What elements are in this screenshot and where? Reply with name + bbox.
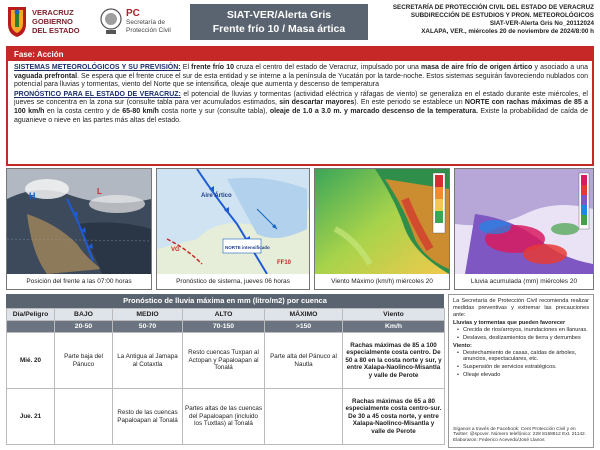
row-viento: Rachas máximas de 85 a 100 especialmente costa centro. De 50 a 80 en la costa norte y sur, y entre Xalapa-Naolinco-Misantla y valle de Perote [343, 333, 445, 389]
list-item: • Crecida de ríos/arroyos, inundaciones en llanuras. [457, 327, 589, 334]
max-wind-caption: Viento Máximo (km/h) miércoles 20 [315, 274, 449, 289]
row-medio: Resto de las cuencas Papaloapan al Tonalá [113, 389, 183, 445]
p2-b4: oleaje de 1.0 a 3.0 m. y marcado descenso de la temperatura. [269, 107, 478, 115]
p1-t1: El [180, 64, 192, 71]
forecast-panel [6, 46, 594, 166]
recommendations-panel [448, 294, 594, 448]
state-forecast-paragraph [14, 91, 588, 125]
veracruz-line3: DEL ESTADO [32, 26, 80, 35]
front-position-map [6, 168, 152, 290]
pc-line3: Protección Civil [126, 27, 171, 34]
list-item: • Suspensión de servicios estratégicos. [457, 364, 589, 371]
alert-title-line2: Frente frío 10 / Masa ártica [212, 23, 346, 35]
systems-heading: SISTEMAS METEOROLÓGICOS Y SU PREVISIÓN: [14, 64, 181, 71]
col-header-alto: ALTO [183, 309, 265, 321]
sub-header-bajo: 20-50 [55, 321, 113, 333]
table-header-row [7, 309, 445, 321]
pc-logo-text [126, 8, 171, 35]
sub-header-maximo: >150 [265, 321, 343, 333]
state-forecast-heading: PRONÓSTICO PARA EL ESTADO DE VERACRUZ: [14, 90, 181, 98]
map2-label-ff: FF10 [277, 260, 292, 266]
row-medio: La Antigua al Jamapa al Cotaxtla [113, 333, 183, 389]
row-day: Mié. 20 [7, 333, 55, 389]
satellite-image [7, 169, 151, 274]
p1-t3: y asociado a una [532, 64, 589, 71]
agency-info-line1: SECRETARÍA DE PROTECCIÓN CIVIL DEL ESTADO DE VERACRUZ [392, 4, 594, 11]
agency-info-line2: SUBDIRECCIÓN DE ESTUDIOS Y PRON. METEOROLÓGICOS [410, 12, 594, 19]
p2-b3: 65-80 km/h [122, 107, 159, 115]
rain-section-title: Lluvias y tormentas que pueden favorecer [453, 320, 566, 327]
system-forecast-caption: Pronóstico de sisterna, jueves 06 horas [157, 274, 309, 289]
wind-section-title: Viento: [453, 342, 472, 349]
veracruz-line2: GOBIERNO [32, 17, 73, 26]
col-header-bajo: BAJO [55, 309, 113, 321]
p1-b2: masa de aire frío de origen ártico [421, 64, 533, 71]
sub-header-day [7, 321, 55, 333]
table-row [7, 333, 445, 389]
sub-header-viento: Km/h [343, 321, 445, 333]
p2-t2: ). En este periodo se establece un [354, 99, 465, 107]
agency-info-line4: XALAPA, VER., miércoles 20 de noviembre de 2024/8:00 h [421, 28, 594, 35]
pc-logo [100, 4, 176, 40]
table-subheader-row [7, 321, 445, 333]
p2-b1: sin descartar mayores [279, 99, 355, 107]
system-forecast-map [156, 168, 310, 290]
row-maximo [265, 389, 343, 445]
veracruz-logo [6, 4, 94, 40]
p2-t3: en la costa centro y de [44, 107, 123, 115]
p1-t2: cruza el centro del estado de Veracruz, impulsado por una [233, 64, 422, 71]
forecast-text [14, 64, 588, 126]
agency-info [374, 4, 594, 36]
map2-label-norte: NORTE intensificado [225, 245, 270, 250]
row-alto: Resto cuencas Tuxpan al Actopan y Papaloapan al Tonalá [183, 333, 265, 389]
social-contact-info: Síganos a través de Facebook: Cent Protección Civil y en Twitter: @spcver. Número telefónico: 228 8168812 Ext. 21142. Elaboraron: Federico Acevedo/José Llanos [453, 426, 587, 444]
pc-line1: PC [126, 8, 140, 19]
col-header-maximo: MÁXIMO [265, 309, 343, 321]
rain-caption: Lluvia acumulada (mm) miércoles 20 [455, 274, 593, 289]
rain-image [455, 169, 593, 274]
row-bajo: Parte baja del Pánuco [55, 333, 113, 389]
front-position-caption: Posición del frente a las 07:00 horas [7, 274, 151, 289]
pc-line2: Secretaría de [126, 19, 166, 26]
col-header-viento: Viento [343, 309, 445, 321]
row-day: Jue. 21 [7, 389, 55, 445]
p2-t5: Existe la probabilidad de caída de aguanieve o nieve en las partes más altas del estado. [14, 107, 588, 124]
rain-hazard-list [457, 327, 589, 342]
maps-row [6, 168, 594, 290]
p1-b3: vaguada prefrontal [14, 72, 78, 80]
rain-map [454, 168, 594, 290]
alert-title-line1: SIAT-VER/Alerta Gris [226, 9, 332, 21]
veracruz-line1: VERACRUZ [32, 8, 74, 17]
pc-seal-icon [100, 6, 122, 36]
row-bajo [55, 389, 113, 445]
svg-text:H: H [29, 191, 36, 201]
max-wind-map [314, 168, 450, 290]
p2-t1: el potencial de lluvias y tormentas (actividad eléctrica y ráfagas de viento) se generaliza en el estado durante este miércoles, el jueves se concentra en la zona sur (consulte tabla para ver acumulados estimados, [14, 90, 588, 107]
header [0, 0, 600, 44]
wind-image [315, 169, 449, 274]
list-item: • Destechamiento de casas, caídas de árboles, anuncios, espectaculares, etc. [457, 350, 589, 364]
map2-label-vg: VG [171, 247, 180, 253]
row-viento: Rachas máximas de 65 a 80 especialmente costa centro-sur. De 30 a 45 costa norte, y entre Xalapa-Naolinco-Misantla y valle de Perote [343, 389, 445, 445]
table-title: Pronóstico de lluvia máxima en mm (litro/m2) por cuenca [6, 294, 444, 308]
p1-t4: . Se espera que el frente cruce el sur de esta entidad y se interne a la península de Yucatán por la tarde-noche. Estos sistemas seguirán favoreciendo nublados con potencial para lluvias y tormentas, viento del Norte que se intensifica, oleaje que aumenta y descenso de temperatura [14, 72, 588, 89]
list-item: • Oleaje elevado [457, 372, 589, 379]
sub-header-alto: 70-150 [183, 321, 265, 333]
p1-b1: frente frío 10 [191, 64, 234, 71]
phase-banner: Fase: Acción [8, 48, 592, 61]
map2-label-aire: Aire Ártico [201, 193, 232, 199]
system-forecast-image [157, 169, 309, 274]
agency-info-line3: SIAT-VER-Alerta Gris No_20112024 [489, 20, 594, 27]
list-item: • Deslaves, deslizamientos de tierra y derrumbes [457, 335, 589, 342]
alert-title [190, 4, 368, 40]
row-maximo: Parte alta del Pánuco al Nautla [265, 333, 343, 389]
veracruz-logo-text [32, 8, 80, 35]
col-header-day: Día/Peligro [7, 309, 55, 321]
p2-t4: costa norte y sur (consulte tabla), [158, 107, 270, 115]
veracruz-shield-icon [6, 4, 28, 38]
wind-hazard-list [457, 350, 589, 379]
rain-forecast-table [6, 294, 444, 448]
forecast-table [6, 308, 445, 445]
table-row [7, 389, 445, 445]
col-header-medio: MEDIO [113, 309, 183, 321]
systems-paragraph [14, 64, 588, 90]
svg-text:L: L [97, 187, 102, 196]
sub-header-medio: 50-70 [113, 321, 183, 333]
p2-b2: NORTE con rachas máximas de 85 a 100 km/h [14, 99, 589, 115]
recommendations-intro: La Secretaría de Protección Civil recomienda realizar medidas preventivas y extremar las precauciones ante: [453, 298, 589, 318]
row-alto: Partes altas de las cuencas del Papaloapan (incluido los Tuxtlas) al Tonalá [183, 389, 265, 445]
